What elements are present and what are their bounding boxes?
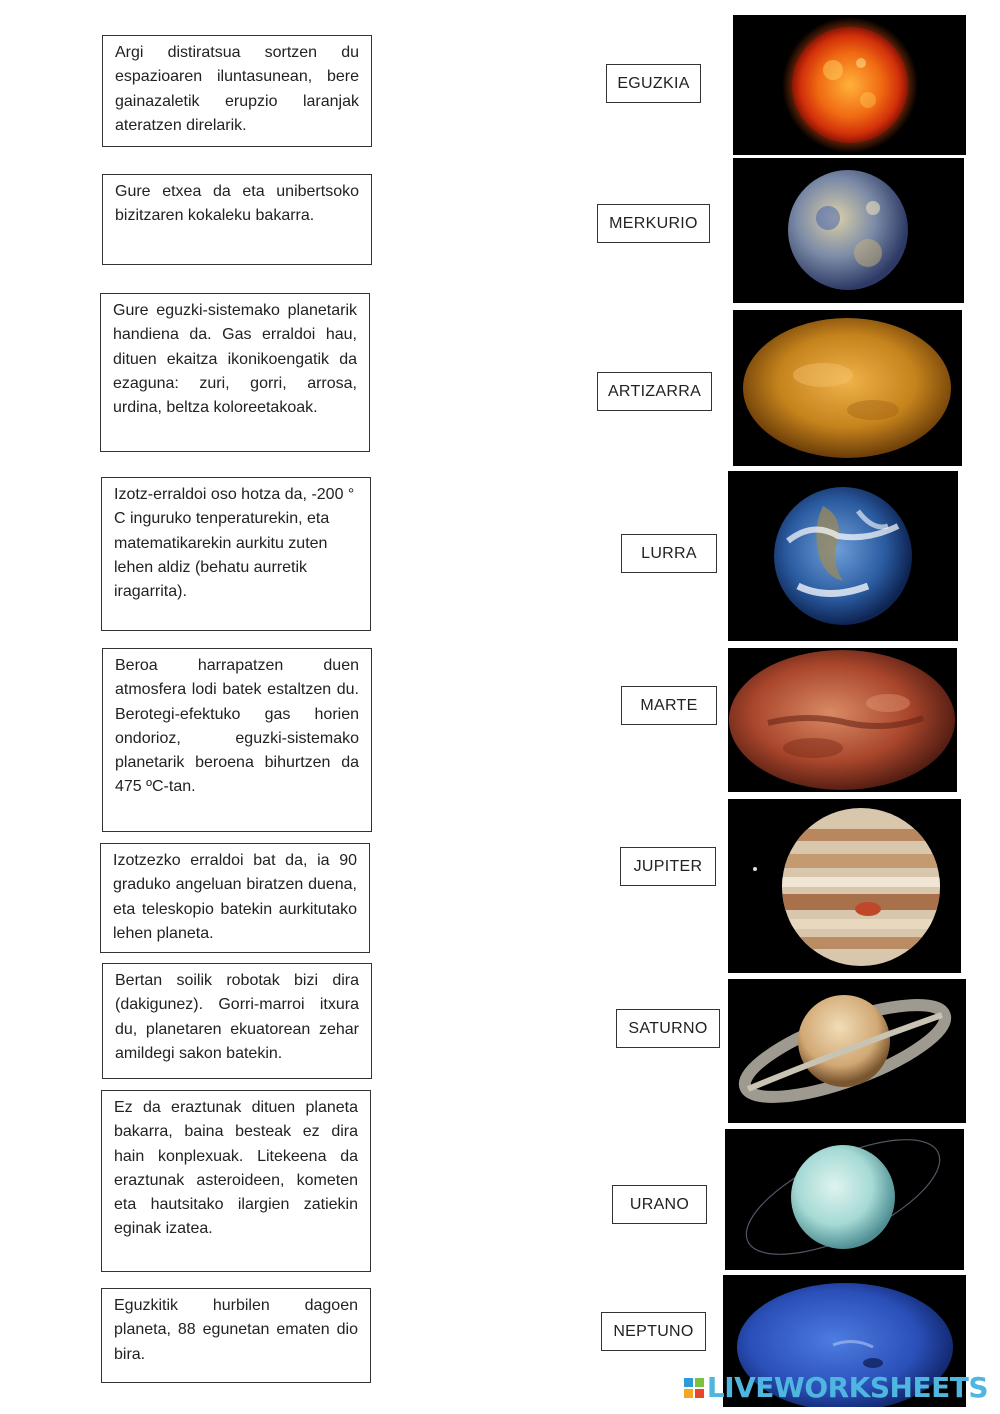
description-text: Beroa harrapatzen duen atmosfera lodi batek estaltzen du. Berotegi-efektuko gas horien ondorioz, eguzki-sistemako planetarik beroena bihurtzen da 475 ºC-tan.: [115, 657, 359, 796]
description-box-3: [100, 293, 370, 452]
mars-image: [728, 648, 957, 792]
jupiter-image: [728, 799, 961, 973]
description-text: Eguzkitik hurbilen dagoen planeta, 88 egunetan ematen dio bira.: [114, 1297, 358, 1363]
description-text: Izotzezko erraldoi bat da, ia 90 graduko angeluan biratzen duena, eta teleskopio batekin aurkitutako lehen planeta.: [113, 852, 357, 942]
label-merkurio[interactable]: MERKURIO: [597, 204, 710, 243]
saturn-icon: [728, 979, 966, 1123]
earth-icon: [728, 471, 958, 641]
description-text: Ez da eraztunak dituen planeta bakarra, baina besteak ez dira hain konplexuak. Litekeena da eraztunak asteroideen, kometen eta hautsitako ilargien zatiekin eginak izatea.: [114, 1099, 358, 1238]
liveworksheets-logo: [684, 1371, 988, 1404]
label-urano[interactable]: URANO: [612, 1185, 707, 1224]
earth-image: [728, 471, 958, 641]
description-box-5: [102, 648, 372, 832]
sun-image: [733, 15, 966, 155]
description-box-2: [102, 174, 372, 265]
venus-image: [733, 310, 962, 466]
description-text: Gure etxea da eta unibertsoko bizitzaren kokaleku bakarra.: [115, 183, 359, 225]
description-box-7: [102, 963, 372, 1079]
jupiter-icon: [728, 799, 961, 973]
label-marte[interactable]: MARTE: [621, 686, 717, 725]
label-saturno[interactable]: SATURNO: [616, 1009, 720, 1048]
description-box-4: [101, 477, 371, 631]
label-jupiter[interactable]: JUPITER: [620, 847, 716, 886]
description-box-1: [102, 35, 372, 147]
label-lurra[interactable]: LURRA: [621, 534, 717, 573]
description-box-6: [100, 843, 370, 953]
logo-text: LIVEWORKSHEETS: [706, 1371, 988, 1404]
mercury-icon: [733, 158, 964, 303]
mercury-image: [733, 158, 964, 303]
description-text: Argi distiratsua sortzen du espazioaren iluntasunean, bere gainazaletik erupzio laranjak ateratzen direlarik.: [115, 44, 359, 134]
description-box-8: [101, 1090, 371, 1272]
saturn-image: [728, 979, 966, 1123]
description-text: Gure eguzki-sistemako planetarik handiena da. Gas erraldoi hau, dituen ekaitza ikonikoengatik da ezaguna: zuri, gorri, arrosa, urdina, beltza koloreetakoak.: [113, 302, 357, 417]
label-artizarra[interactable]: ARTIZARRA: [597, 372, 712, 411]
description-text: Bertan soilik robotak bizi dira (dakigunez). Gorri-marroi itxura du, planetaren ekuatorean zehar amildegi sakon batekin.: [115, 972, 359, 1062]
description-text: Izotz-erraldoi oso hotza da, -200 ° C inguruko tenperaturekin, eta matematikarekin aurkitu zuten lehen aldiz (behatu aurretik iragarrita).: [114, 486, 355, 601]
uranus-image: [725, 1129, 964, 1270]
description-box-9: [101, 1288, 371, 1383]
label-eguzkia[interactable]: EGUZKIA: [606, 64, 701, 103]
sun-icon: [733, 15, 966, 155]
uranus-icon: [725, 1129, 964, 1270]
venus-icon: [733, 310, 962, 466]
mars-icon: [728, 648, 957, 792]
logo-grid-icon: [684, 1378, 704, 1398]
label-neptuno[interactable]: NEPTUNO: [601, 1312, 706, 1351]
